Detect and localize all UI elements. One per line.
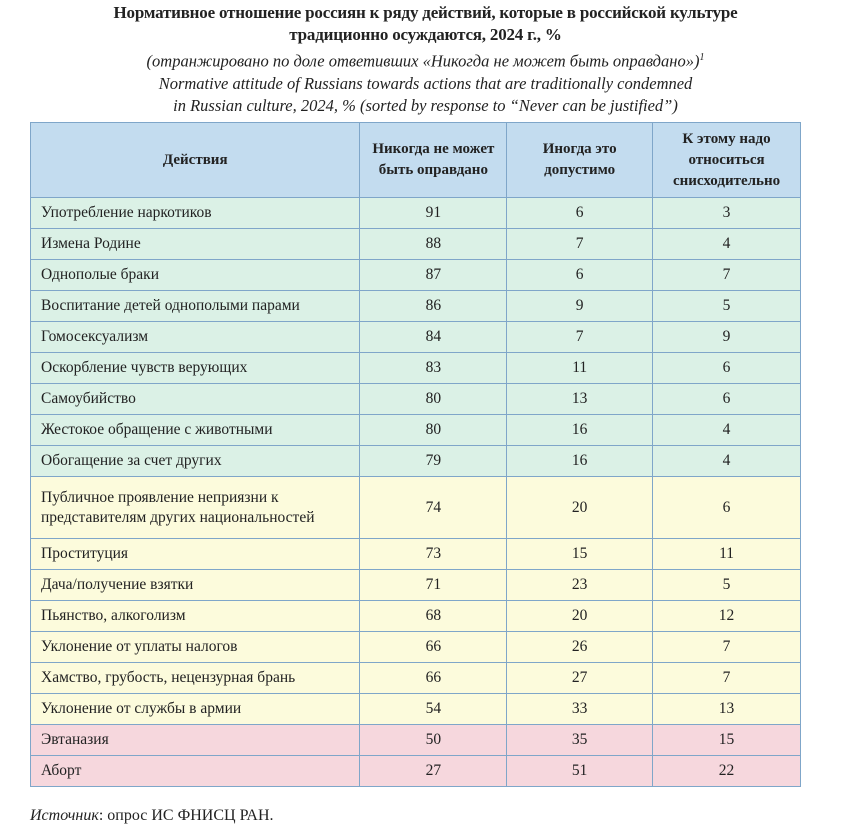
action-cell: Оскорбление чувств верующих bbox=[31, 353, 360, 384]
action-cell: Проституция bbox=[31, 539, 360, 570]
action-cell: Гомосексуализм bbox=[31, 322, 360, 353]
table-row bbox=[31, 725, 801, 756]
lenient-cell: 6 bbox=[653, 384, 801, 415]
title-ru bbox=[0, 2, 851, 46]
header-never: Никогда не может быть оправдано bbox=[360, 123, 507, 198]
table-row bbox=[31, 415, 801, 446]
table-caption bbox=[0, 2, 851, 117]
never-cell: 88 bbox=[360, 229, 507, 260]
action-cell: Эвтаназия bbox=[31, 725, 360, 756]
header-lenient: К этому надо относиться снисходительно bbox=[653, 123, 801, 198]
header-actions: Действия bbox=[31, 123, 360, 198]
sometimes-cell: 23 bbox=[507, 570, 653, 601]
table-row bbox=[31, 353, 801, 384]
lenient-cell: 5 bbox=[653, 570, 801, 601]
source-label: Источник bbox=[30, 807, 99, 824]
never-cell: 27 bbox=[360, 756, 507, 787]
lenient-cell: 4 bbox=[653, 415, 801, 446]
never-cell: 87 bbox=[360, 260, 507, 291]
sometimes-cell: 7 bbox=[507, 229, 653, 260]
lenient-cell: 7 bbox=[653, 260, 801, 291]
never-cell: 91 bbox=[360, 198, 507, 229]
sometimes-cell: 11 bbox=[507, 353, 653, 384]
table-row bbox=[31, 663, 801, 694]
sometimes-cell: 27 bbox=[507, 663, 653, 694]
title-ru-line2: традиционно осуждаются, 2024 г., % bbox=[289, 25, 562, 44]
title-en-line1: Normative attitude of Russians towards actions that are traditionally condemned bbox=[158, 73, 693, 93]
never-cell: 50 bbox=[360, 725, 507, 756]
action-cell: Аборт bbox=[31, 756, 360, 787]
sometimes-cell: 15 bbox=[507, 539, 653, 570]
sometimes-cell: 16 bbox=[507, 446, 653, 477]
subtitle-ru-text: (отранжировано по доле ответивших «Никогда не может быть оправдано») bbox=[146, 51, 700, 71]
never-cell: 71 bbox=[360, 570, 507, 601]
sometimes-cell: 9 bbox=[507, 291, 653, 322]
action-cell: Пьянство, алкоголизм bbox=[31, 601, 360, 632]
table-row bbox=[31, 570, 801, 601]
sometimes-cell: 33 bbox=[507, 694, 653, 725]
lenient-cell: 6 bbox=[653, 353, 801, 384]
lenient-cell: 4 bbox=[653, 446, 801, 477]
lenient-cell: 22 bbox=[653, 756, 801, 787]
lenient-cell: 12 bbox=[653, 601, 801, 632]
never-cell: 83 bbox=[360, 353, 507, 384]
lenient-cell: 9 bbox=[653, 322, 801, 353]
never-cell: 80 bbox=[360, 415, 507, 446]
never-cell: 54 bbox=[360, 694, 507, 725]
never-cell: 73 bbox=[360, 539, 507, 570]
table-row bbox=[31, 198, 801, 229]
sometimes-cell: 16 bbox=[507, 415, 653, 446]
table-row bbox=[31, 694, 801, 725]
attitudes-table bbox=[30, 122, 801, 787]
action-cell: Уклонение от уплаты налогов bbox=[31, 632, 360, 663]
sometimes-cell: 51 bbox=[507, 756, 653, 787]
never-cell: 66 bbox=[360, 663, 507, 694]
table-row bbox=[31, 477, 801, 539]
sometimes-cell: 6 bbox=[507, 260, 653, 291]
action-cell: Самоубийство bbox=[31, 384, 360, 415]
header-row bbox=[31, 123, 801, 198]
never-cell: 84 bbox=[360, 322, 507, 353]
sometimes-cell: 20 bbox=[507, 477, 653, 539]
source-text: : опрос ИС ФНИСЦ РАН. bbox=[98, 807, 274, 824]
title-en bbox=[0, 73, 851, 117]
lenient-cell: 13 bbox=[653, 694, 801, 725]
sometimes-cell: 35 bbox=[507, 725, 653, 756]
table-body bbox=[31, 198, 801, 787]
lenient-cell: 7 bbox=[653, 632, 801, 663]
lenient-cell: 7 bbox=[653, 663, 801, 694]
action-cell: Измена Родине bbox=[31, 229, 360, 260]
lenient-cell: 11 bbox=[653, 539, 801, 570]
sometimes-cell: 7 bbox=[507, 322, 653, 353]
never-cell: 68 bbox=[360, 601, 507, 632]
never-cell: 74 bbox=[360, 477, 507, 539]
table-row bbox=[31, 632, 801, 663]
action-cell: Употребление наркотиков bbox=[31, 198, 360, 229]
never-cell: 86 bbox=[360, 291, 507, 322]
table-row bbox=[31, 260, 801, 291]
sometimes-cell: 6 bbox=[507, 198, 653, 229]
action-cell: Жестокое обращение с животными bbox=[31, 415, 360, 446]
table-row bbox=[31, 322, 801, 353]
lenient-cell: 6 bbox=[653, 477, 801, 539]
table-row bbox=[31, 539, 801, 570]
header-sometimes: Иногда это допустимо bbox=[507, 123, 653, 198]
sometimes-cell: 20 bbox=[507, 601, 653, 632]
action-cell: Однополые браки bbox=[31, 260, 360, 291]
lenient-cell: 15 bbox=[653, 725, 801, 756]
table-row bbox=[31, 291, 801, 322]
sometimes-cell: 26 bbox=[507, 632, 653, 663]
lenient-cell: 4 bbox=[653, 229, 801, 260]
title-ru-line1: Нормативное отношение россиян к ряду действий, которые в российской культуре bbox=[113, 3, 738, 22]
source-note bbox=[30, 807, 274, 825]
action-cell: Хамство, грубость, нецензурная брань bbox=[31, 663, 360, 694]
action-cell: Уклонение от службы в армии bbox=[31, 694, 360, 725]
table-row bbox=[31, 756, 801, 787]
lenient-cell: 3 bbox=[653, 198, 801, 229]
action-cell: Воспитание детей однополыми парами bbox=[31, 291, 360, 322]
footnote-mark: 1 bbox=[699, 52, 705, 63]
title-en-line2: in Russian culture, 2024, % (sorted by response to “Never can be justified”) bbox=[173, 95, 678, 115]
never-cell: 66 bbox=[360, 632, 507, 663]
table-row bbox=[31, 384, 801, 415]
subtitle-ru bbox=[0, 47, 851, 73]
never-cell: 80 bbox=[360, 384, 507, 415]
table-row bbox=[31, 446, 801, 477]
table-row bbox=[31, 601, 801, 632]
action-cell: Обогащение за счет других bbox=[31, 446, 360, 477]
action-cell: Публичное проявление неприязни к представителям других национальностей bbox=[31, 477, 360, 539]
never-cell: 79 bbox=[360, 446, 507, 477]
table-row bbox=[31, 229, 801, 260]
lenient-cell: 5 bbox=[653, 291, 801, 322]
sometimes-cell: 13 bbox=[507, 384, 653, 415]
action-cell: Дача/получение взятки bbox=[31, 570, 360, 601]
